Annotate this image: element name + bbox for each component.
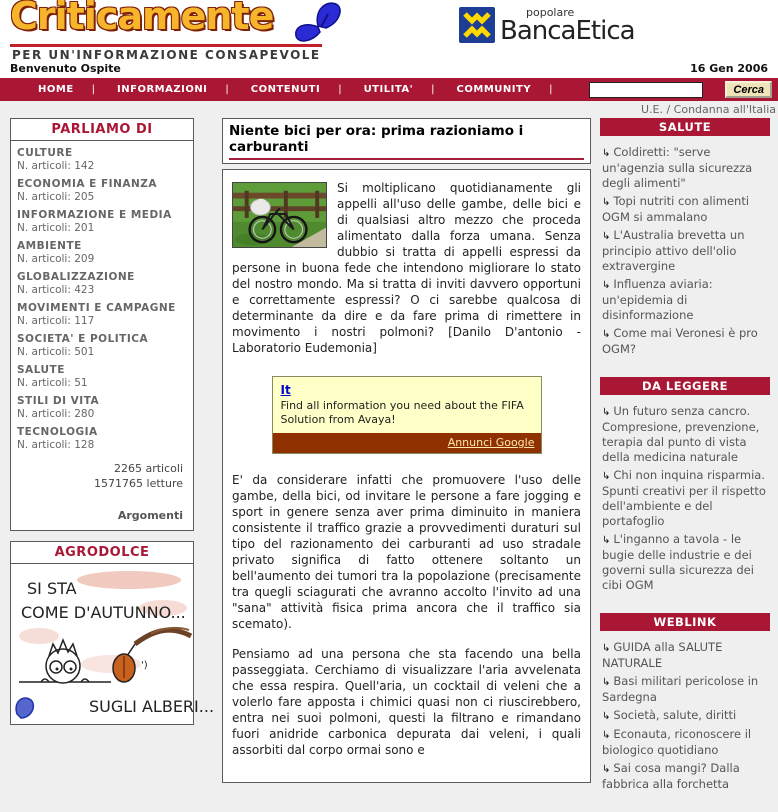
news-link-text: Coldiretti: "serve un'agenzia sulla sicurezza degli alimenti" (602, 145, 753, 190)
news-link[interactable] (602, 277, 768, 323)
book-link-text: L'inganno a tavola - le bugie delle industrie e dei governi sulla sicurezza dei cibi OGM (602, 532, 754, 592)
sidebar-section-da-leggere (600, 377, 770, 600)
site-logo[interactable]: Criticamente (10, 0, 274, 38)
article-intro: Si moltiplicano quotidianamente gli appelli all'uso delle gambe, delle bici e di qualsiasi altro mezzo che proceda alimentato dalla forza umana. Senza dubbio si tratta di appelli espressi da persone in buona fede che intendono migliorare lo stato del nostro mondo. Ma si tratta di inviti davvero opportuni e correttamente espressi? O ci sarebbe qualcosa di determinante da dire e da fare prima di rimettere in movimento i nostri polmoni? [Danilo D'antonio - Laboratorio Eudemonia] (232, 181, 581, 355)
svg-text:'): ') (141, 660, 148, 671)
nav-separator: | (338, 84, 342, 95)
category-count: N. articoli: 205 (17, 191, 95, 203)
welcome-message: Benvenuto Ospite (10, 62, 121, 75)
search-button[interactable]: Cerca (725, 81, 772, 98)
banca-etica-name: BancaEtica (500, 15, 635, 46)
category-count: N. articoli: 142 (17, 160, 95, 172)
argomenti-link[interactable]: Argomenti (117, 509, 183, 522)
web-link[interactable] (602, 640, 768, 671)
ad-title-link[interactable]: It (280, 383, 291, 397)
parliamo-di-box (10, 118, 194, 531)
news-ticker (0, 101, 778, 118)
nav-separator: | (549, 84, 553, 95)
category-item[interactable] (11, 238, 193, 269)
arrow-bullet-icon: ↳ (602, 535, 611, 546)
article-paragraph-2: E' da considerare infatti che promuovere l'uso delle gambe, della bici, od invitare le persone a fare jogging e sport in genere senza aver prima diminuito in maniera consistente il traffico grazie a provvedimenti duraturi sul tipo del razionamento dei carburanti ad uso stradale privato significa di fatto ottenere soltanto un bell'aumento dei tumori tra la popolazione (precisamente tra quegli sciagurati che avranno accolto l'invito ad una "sana" attività fisica prima ancora che il traffico sia scemato). (232, 473, 581, 631)
ad-footer-bar (273, 433, 541, 453)
bicycle-photo (232, 182, 327, 248)
category-totals (11, 455, 193, 491)
news-link-text: Topi nutriti con alimenti OGM si ammalano (602, 194, 750, 224)
da-leggere-list (600, 395, 770, 600)
category-count: N. articoli: 128 (17, 439, 95, 451)
nav-item[interactable]: CONTENUTI (250, 84, 321, 95)
da-leggere-header: DA LEGGERE (600, 377, 770, 395)
web-link-text: Sai cosa mangi? Dalla fabbrica alla forchetta (602, 761, 740, 791)
category-name: MOVIMENTI E CAMPAGNE (17, 302, 176, 314)
web-link[interactable] (602, 674, 768, 705)
arrow-bullet-icon: ↳ (602, 280, 611, 291)
agrodolce-box (10, 541, 215, 725)
category-item[interactable] (11, 300, 193, 331)
book-link-text: Chi non inquina risparmia. Spunti creativi per il rispetto dell'ambiente e del portafoglio (602, 468, 766, 528)
sidebar-section-salute (600, 118, 770, 364)
salute-header: SALUTE (600, 118, 770, 136)
weblink-list (600, 631, 770, 799)
left-sidebar (10, 118, 215, 725)
arrow-bullet-icon: ↳ (602, 677, 611, 688)
nav-item[interactable]: HOME (38, 84, 74, 95)
category-item[interactable] (11, 269, 193, 300)
category-item[interactable] (11, 207, 193, 238)
category-item[interactable] (11, 145, 193, 176)
salute-list (600, 136, 770, 364)
agrodolce-title: AGRODOLCE (11, 542, 193, 564)
web-link[interactable] (602, 708, 768, 724)
current-date: 16 Gen 2006 (690, 62, 768, 75)
category-count: N. articoli: 51 (17, 377, 88, 389)
web-link-text: Società, salute, diritti (613, 708, 737, 722)
banca-etica-small-label: popolare (526, 5, 575, 19)
ad-content (273, 377, 541, 433)
category-name: ECONOMIA E FINANZA (17, 178, 158, 190)
book-link[interactable] (602, 404, 768, 465)
arrow-bullet-icon: ↳ (602, 407, 611, 418)
main-navigation (0, 78, 778, 101)
category-name: CULTURE (17, 147, 73, 159)
nav-item[interactable]: COMMUNITY (456, 84, 532, 95)
article-title: Niente bici per ora: prima razioniamo i carburanti (229, 123, 584, 160)
svg-text:SI STA: SI STA (27, 579, 77, 598)
article-body-box (222, 169, 591, 783)
category-name: GLOBALIZZAZIONE (17, 271, 135, 283)
ticker-link[interactable]: U.E. / Condanna all'Italia (640, 103, 776, 116)
arrow-bullet-icon: ↳ (602, 730, 611, 741)
arrow-bullet-icon: ↳ (602, 329, 611, 340)
arrow-bullet-icon: ↳ (602, 471, 611, 482)
arrow-bullet-icon: ↳ (602, 148, 611, 159)
category-count: N. articoli: 423 (17, 284, 95, 296)
nav-separator: | (225, 84, 229, 95)
total-articles: 2265 articoli (113, 462, 183, 475)
category-count: N. articoli: 501 (17, 346, 95, 358)
category-name: SOCIETA' E POLITICA (17, 333, 149, 345)
svg-text:COME D'AUTUNNO...: COME D'AUTUNNO... (21, 603, 186, 622)
category-item[interactable] (11, 176, 193, 207)
news-link-text: L'Australia brevetta un principio attivo dell'olio extravergine (602, 228, 745, 273)
annunci-google-link[interactable]: Annunci Google (447, 436, 535, 449)
news-link[interactable] (602, 228, 768, 274)
arrow-bullet-icon: ↳ (602, 643, 611, 654)
category-list (11, 141, 193, 455)
welcome-row (0, 62, 778, 78)
web-link-text: GUIDA alla SALUTE NATURALE (602, 640, 723, 670)
right-sidebar (600, 118, 770, 812)
butterfly-icon (288, 0, 344, 46)
nav-separator: | (431, 84, 435, 95)
news-link-text: Come mai Veronesi è pro OGM? (602, 326, 758, 356)
category-item[interactable] (11, 362, 193, 393)
nav-item[interactable]: UTILITA' (363, 84, 414, 95)
nav-items (6, 84, 589, 95)
article-title-box (222, 118, 591, 164)
svg-text:SUGLI ALBERI...: SUGLI ALBERI... (89, 697, 215, 716)
search-input[interactable] (589, 82, 703, 98)
category-item[interactable] (11, 393, 193, 424)
banca-etica-logo[interactable] (458, 6, 635, 44)
arrow-bullet-icon: ↳ (602, 711, 611, 722)
book-link[interactable] (602, 532, 768, 593)
search-area (589, 81, 772, 98)
banca-etica-text (500, 7, 635, 44)
news-link[interactable] (602, 145, 768, 191)
arrow-bullet-icon: ↳ (602, 231, 611, 242)
logo-underline (10, 44, 322, 47)
site-header (0, 0, 778, 62)
category-item[interactable] (11, 331, 193, 362)
category-name: TECNOLOGIA (17, 426, 98, 438)
banca-etica-symbol-icon (458, 6, 496, 44)
web-link[interactable] (602, 727, 768, 758)
nav-separator: | (91, 84, 96, 95)
category-count: N. articoli: 117 (17, 315, 95, 327)
category-item[interactable] (11, 424, 193, 455)
article-paragraph-3: Pensiamo ad una persona che sta facendo una bella passeggiata. Cerchiamo di visualizzare l'aria avvelenata che essa respira. Quell'aria, un cocktail di veleni che a volerlo fare apposta i chimici quasi non ci riuscirebbero, entra nei suoi polmoni, questi la filtrano e rimandano fuori anidride carbonica depurata dai veleni, i quali assorbiti dal corpo ormai sono e (232, 647, 581, 757)
parliamo-di-title: PARLIAMO DI (11, 119, 193, 141)
category-name: INFORMAZIONE E MEDIA (17, 209, 172, 221)
news-link[interactable] (602, 326, 768, 357)
site-tagline: PER UN'INFORMAZIONE CONSAPEVOLE (12, 48, 321, 62)
main-column (222, 118, 591, 783)
arrow-bullet-icon: ↳ (602, 764, 611, 775)
book-link[interactable] (602, 468, 768, 529)
category-name: AMBIENTE (17, 240, 82, 252)
web-link-text: Econauta, riconoscere il biologico quotidiano (602, 727, 752, 757)
category-name: STILI DI VITA (17, 395, 100, 407)
category-count: N. articoli: 280 (17, 408, 95, 420)
news-link[interactable] (602, 194, 768, 225)
book-link-text: Un futuro senza cancro. Compresione, prevenzione, terapia dal punto di vista della medicina naturale (602, 404, 760, 464)
page-content (0, 118, 778, 812)
google-ad-box (272, 376, 542, 454)
weblink-header: WEBLINK (600, 613, 770, 631)
ad-description: Find all information you need about the FIFA Solution from Avaya! (280, 399, 524, 426)
category-count: N. articoli: 209 (17, 253, 95, 265)
category-name: SALUTE (17, 364, 65, 376)
news-link-text: Influenza aviaria: un'epidemia di disinformazione (602, 277, 713, 322)
total-reads: 1571765 letture (94, 477, 183, 490)
web-link[interactable] (602, 761, 768, 792)
sidebar-section-weblink (600, 613, 770, 799)
agrodolce-cartoon-image[interactable] (11, 564, 215, 724)
web-link-text: Basi militari pericolose in Sardegna (602, 674, 759, 704)
category-count: N. articoli: 201 (17, 222, 95, 234)
nav-item[interactable]: INFORMAZIONI (117, 84, 208, 95)
arrow-bullet-icon: ↳ (602, 197, 611, 208)
